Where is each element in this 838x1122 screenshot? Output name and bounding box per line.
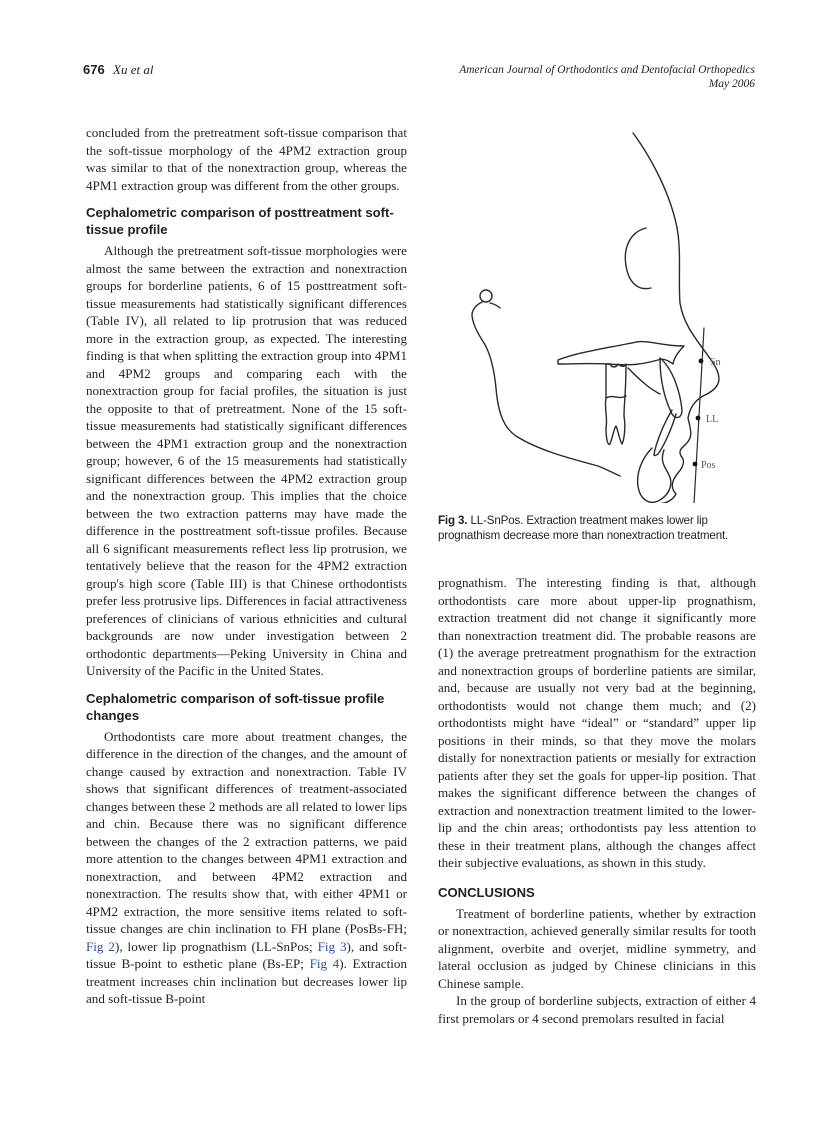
caption-label: Fig 3. <box>438 514 468 527</box>
journal-title: American Journal of Orthodontics and Dentofacial Orthopedics <box>459 64 755 76</box>
running-head <box>83 62 755 96</box>
fig4-link[interactable]: Fig 4 <box>309 956 340 971</box>
label-ll: LL <box>706 414 719 425</box>
cephalometric-tracing-drawing <box>438 128 758 503</box>
fig2-link[interactable]: Fig 2 <box>86 938 115 954</box>
issue-date: May 2006 <box>708 78 755 90</box>
text-run: ), lower lip prognathism (LL-SnPos; <box>114 938 318 954</box>
continued-paragraph-right: prognathism. The interesting finding is that, although orthodontists care more about upper-lip prognathism, extraction treatment did not change it significantly more than nonextraction treatment did. The probable reasons are (1) the average pretreatment prognathism for the extraction and nonextraction groups of borderline patients are similar, and, because are usually not very bad at the beginning, orthodontists would not change them much; and (2) orthodontists might have “ideal” or “standard” upper lip positions in their minds, so that they move the molars distally for nonextraction patients or mesially for extraction patients after they set the goals for upper-lip position. That makes the significant difference between the changes of extraction and nonextraction treatment limited to the lower-lip and the chin areas; orthodontists pay less attention to these in their treatment plans, although the changes affect their subjective evaluations, as shown in this study. <box>438 575 756 870</box>
text-run: Orthodontists care more about treatment changes, the difference in the direction of the changes, and the amount of change caused by extraction and nonextraction. Table IV shows that significant differences of treatment-associated changes between these 2 methods are all related to lower lips and chin. Because there was no significant difference between the changes of the 2 extraction patterns, we paid more attention to the changes between 4PM1 extraction and nonextraction, and between 4PM2 extraction and nonextraction. The results show that, with either 4PM1 or 4PM2 extraction, the more sensitive items related to soft-tissue changes are chin inclination to FH plane (PosBs-FH; <box>86 728 407 936</box>
text-run: ), and soft-tissue B-point to esthetic plane (Bs-EP; <box>86 938 407 971</box>
right-column <box>438 574 756 1027</box>
section-heading-profile-changes: Cephalometric comparison of soft-tissue profile changes <box>86 690 385 723</box>
text-run: ). Extraction treatment increases chin inclination but decreases lower lip and soft-tissue B-point <box>86 956 407 1006</box>
section-heading-conclusions: CONCLUSIONS <box>438 884 535 900</box>
left-column <box>86 124 407 1008</box>
conclusions-paragraph-1: Treatment of borderline patients, whether by extraction or nonextraction, achieved generally similar results for tooth alignment, overbite and overjet, midline symmetry, and lateral occlusion as judged by Chinese clinicians in this Chinese sample. <box>438 905 756 991</box>
posttreatment-paragraph: Although the pretreatment soft-tissue morphologies were almost the same between the extraction and nonextraction groups for borderline patients, 6 of 15 posttreatment soft-tissue measurements had statistically significant differences (Table IV), all related to lip protrusion that was reduced more in the extraction group, as expected. The interesting finding is that when splitting the extraction group into 4PM1 and 4PM2 groups and comparing each with the nonextraction group for facial profiles, the situation is just the opposite to that of pretreatment. None of the 15 soft-tissue measurements had statistically significant differences between the 4PM1 extraction group and the nonextraction group; however, 6 of the 15 measurements had statistically significant differences between the 4PM2 extraction group and the nonextraction group. This implies that the choice between the two extraction patterns may have made the difference in the posttreatment soft-tissue profiles. Because all 6 significant measurements reflect less lip protrusion, we tentatively believe that the reason for the 4PM2 extraction group's high score (Table III) is that Chinese orthodontists prefer less protrusive lips. Differences in facial attractiveness preferences of clinicians of various ethnicities and cultural backgrounds are now under investigation between 2 orthodontic departments—Peking University in China and University of the Pacific in the United States. <box>86 243 407 678</box>
figure-caption <box>438 513 758 543</box>
page-number: 676 <box>83 62 105 77</box>
figure-3-cephalometric-tracing <box>438 128 758 503</box>
label-sn: Sn <box>710 357 721 368</box>
fig3-link[interactable]: Fig 3 <box>317 938 347 954</box>
conclusions-paragraph-2: In the group of borderline subjects, extraction of either 4 first premolars or 4 second premolars resulted in facial <box>438 993 756 1026</box>
running-head-authors: Xu et al <box>113 62 154 77</box>
label-pos: Pos <box>701 460 716 471</box>
caption-text: LL-SnPos. Extraction treatment makes lower lip prognathism decrease more than nonextraction treatment. <box>438 514 729 542</box>
continued-paragraph: concluded from the pretreatment soft-tissue comparison that the soft-tissue morphology of the 4PM2 extraction group was similar to that of the nonextraction group, whereas the 4PM1 extraction group was different from the other groups. <box>86 125 407 193</box>
section-heading-posttreatment: Cephalometric comparison of posttreatment soft-tissue profile <box>86 205 394 237</box>
journal-title-block <box>459 63 755 91</box>
profile-changes-paragraph <box>86 728 407 1008</box>
